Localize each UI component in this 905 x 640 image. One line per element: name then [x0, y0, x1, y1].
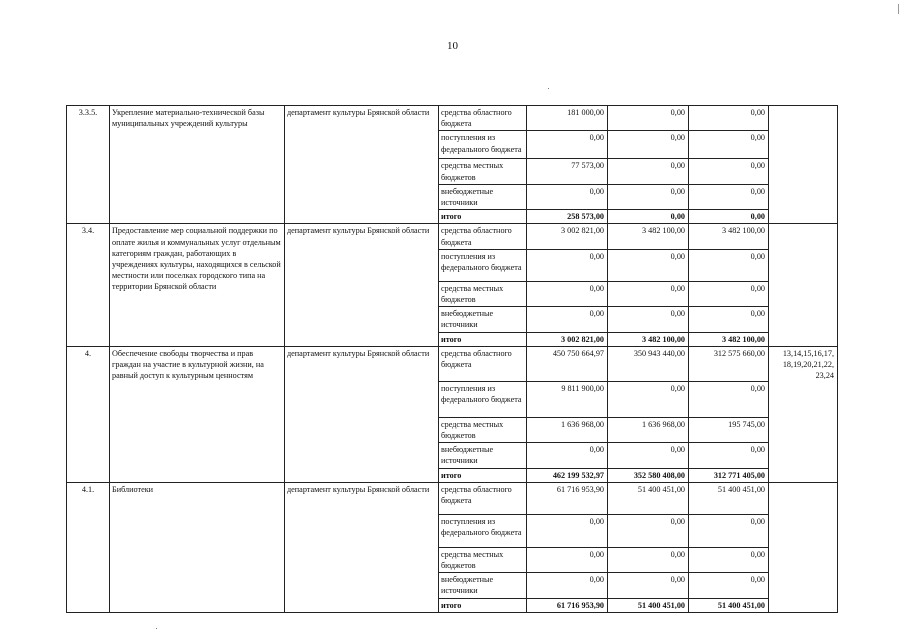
- table-row: [67, 346, 838, 381]
- budget-table: [66, 105, 838, 613]
- amount-year-2: 0,00: [608, 281, 689, 306]
- amount-year-3: 0,00: [689, 381, 769, 417]
- amount-year-2: 0,00: [608, 131, 689, 159]
- executor: департамент культуры Брянской области: [285, 482, 439, 612]
- section-code: 4.1.: [67, 482, 110, 612]
- amount-year-3: 312 575 660,00: [689, 346, 769, 381]
- amount-year-2: 350 943 440,00: [608, 346, 689, 381]
- target-indicators: [769, 106, 838, 224]
- amount-year-2: 0,00: [608, 184, 689, 209]
- funding-source: внебюджетные источники: [439, 573, 527, 598]
- amount-year-1: 0,00: [527, 184, 608, 209]
- page-number: 10: [447, 40, 458, 52]
- section-code: 3.3.5.: [67, 106, 110, 224]
- amount-year-1: 9 811 900,00: [527, 381, 608, 417]
- amount-year-3: 51 400 451,00: [689, 598, 769, 612]
- amount-year-1: 258 573,00: [527, 210, 608, 224]
- funding-source: внебюджетные источники: [439, 307, 527, 332]
- activity-name: Предоставление мер социальной поддержки по оплате жилья и коммунальных услуг отдельным категориям граждан, работающих в учреждениях культуры, находящихся в сельской местности или поселках городского типа на территории Брянской области: [110, 224, 285, 346]
- amount-year-3: 0,00: [689, 307, 769, 332]
- executor: департамент культуры Брянской области: [285, 224, 439, 346]
- amount-year-2: 0,00: [608, 210, 689, 224]
- amount-year-3: 0,00: [689, 159, 769, 184]
- amount-year-1: 0,00: [527, 547, 608, 572]
- amount-year-3: 0,00: [689, 249, 769, 281]
- amount-year-3: 0,00: [689, 106, 769, 131]
- funding-source: поступления из федерального бюджета: [439, 131, 527, 159]
- amount-year-3: 3 482 100,00: [689, 332, 769, 346]
- funding-source: внебюджетные источники: [439, 443, 527, 468]
- amount-year-2: 0,00: [608, 547, 689, 572]
- total-label: итого: [439, 468, 527, 482]
- total-label: итого: [439, 332, 527, 346]
- funding-source: средства областного бюджета: [439, 224, 527, 249]
- amount-year-3: 195 745,00: [689, 417, 769, 442]
- amount-year-3: 51 400 451,00: [689, 482, 769, 514]
- amount-year-1: 462 199 532,97: [527, 468, 608, 482]
- funding-source: средства местных бюджетов: [439, 417, 527, 442]
- amount-year-3: 0,00: [689, 514, 769, 547]
- executor: департамент культуры Брянской области: [285, 346, 439, 482]
- funding-source: средства местных бюджетов: [439, 281, 527, 306]
- scan-speck: [156, 628, 157, 629]
- amount-year-2: 51 400 451,00: [608, 598, 689, 612]
- amount-year-1: 0,00: [527, 443, 608, 468]
- funding-source: поступления из федерального бюджета: [439, 249, 527, 281]
- amount-year-2: 51 400 451,00: [608, 482, 689, 514]
- table-row: [67, 106, 838, 131]
- amount-year-1: 1 636 968,00: [527, 417, 608, 442]
- amount-year-2: 0,00: [608, 106, 689, 131]
- section-code: 3.4.: [67, 224, 110, 346]
- executor: департамент культуры Брянской области: [285, 106, 439, 224]
- amount-year-3: 0,00: [689, 184, 769, 209]
- amount-year-1: 0,00: [527, 249, 608, 281]
- amount-year-1: 3 002 821,00: [527, 332, 608, 346]
- scan-speck: [548, 88, 549, 89]
- funding-source: поступления из федерального бюджета: [439, 514, 527, 547]
- amount-year-1: 0,00: [527, 573, 608, 598]
- amount-year-3: 0,00: [689, 443, 769, 468]
- funding-source: внебюджетные источники: [439, 184, 527, 209]
- amount-year-1: 61 716 953,90: [527, 482, 608, 514]
- amount-year-3: 0,00: [689, 547, 769, 572]
- table-row: [67, 482, 838, 514]
- funding-source: поступления из федерального бюджета: [439, 381, 527, 417]
- activity-name: Укрепление материально-технической базы муниципальных учреждений культуры: [110, 106, 285, 224]
- funding-source: средства областного бюджета: [439, 482, 527, 514]
- amount-year-1: 181 000,00: [527, 106, 608, 131]
- scan-edge-mark: [898, 4, 899, 14]
- total-label: итого: [439, 210, 527, 224]
- funding-source: средства областного бюджета: [439, 106, 527, 131]
- amount-year-2: 352 580 408,00: [608, 468, 689, 482]
- section-code: 4.: [67, 346, 110, 482]
- funding-source: средства местных бюджетов: [439, 159, 527, 184]
- amount-year-3: 0,00: [689, 573, 769, 598]
- amount-year-1: 0,00: [527, 131, 608, 159]
- amount-year-2: 3 482 100,00: [608, 332, 689, 346]
- amount-year-1: 61 716 953,90: [527, 598, 608, 612]
- amount-year-3: 0,00: [689, 210, 769, 224]
- total-label: итого: [439, 598, 527, 612]
- activity-name: Библиотеки: [110, 482, 285, 612]
- amount-year-2: 0,00: [608, 307, 689, 332]
- amount-year-2: 0,00: [608, 249, 689, 281]
- amount-year-2: 0,00: [608, 159, 689, 184]
- amount-year-3: 3 482 100,00: [689, 224, 769, 249]
- amount-year-1: 77 573,00: [527, 159, 608, 184]
- amount-year-2: 0,00: [608, 573, 689, 598]
- amount-year-2: 0,00: [608, 381, 689, 417]
- table-row: [67, 224, 838, 249]
- amount-year-1: 0,00: [527, 281, 608, 306]
- funding-source: средства местных бюджетов: [439, 547, 527, 572]
- target-indicators: 13,14,15,16,17, 18,19,20,21,22, 23,24: [769, 346, 838, 482]
- amount-year-2: 0,00: [608, 514, 689, 547]
- amount-year-1: 0,00: [527, 307, 608, 332]
- activity-name: Обеспечение свободы творчества и прав граждан на участие в культурной жизни, на равный доступ к культурным ценностям: [110, 346, 285, 482]
- target-indicators: [769, 482, 838, 612]
- target-indicators: [769, 224, 838, 346]
- amount-year-2: 3 482 100,00: [608, 224, 689, 249]
- amount-year-3: 0,00: [689, 281, 769, 306]
- amount-year-2: 1 636 968,00: [608, 417, 689, 442]
- amount-year-1: 0,00: [527, 514, 608, 547]
- amount-year-1: 3 002 821,00: [527, 224, 608, 249]
- amount-year-2: 0,00: [608, 443, 689, 468]
- amount-year-1: 450 750 664,97: [527, 346, 608, 381]
- funding-source: средства областного бюджета: [439, 346, 527, 381]
- amount-year-3: 0,00: [689, 131, 769, 159]
- amount-year-3: 312 771 405,00: [689, 468, 769, 482]
